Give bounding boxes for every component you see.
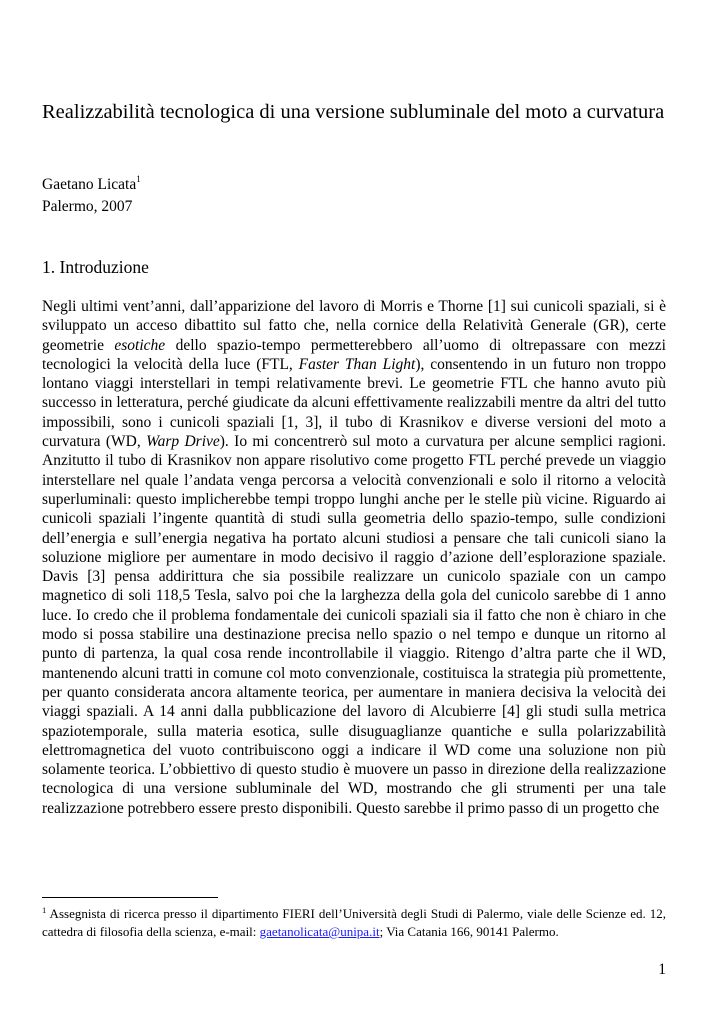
footnote-text: ; Via Catania 166, 90141 Palermo.	[379, 924, 559, 939]
paper-title: Realizzabilità tecnologica di una versione subluminale del moto a curvatura	[42, 101, 665, 123]
footnote-separator	[42, 897, 218, 898]
footnote-mark: 1	[42, 905, 47, 915]
body-paragraph	[42, 297, 666, 818]
body-italic-warp-drive: Warp Drive	[146, 433, 220, 451]
body-text: dello spazio-tempo permetterebbero all’uomo di oltrepassare con mezzi tecnologici la velocità della luce (FTL,	[42, 336, 666, 373]
body-italic-ftl: Faster Than Light	[298, 355, 416, 373]
place-date: Palermo, 2007	[42, 198, 133, 215]
body-text: ). Io mi concentrerò sul moto a curvatura per alcune semplici ragioni. Anzitutto il tubo di Krasnikov non appare risolutivo come progetto FTL perché prevede un viaggio interstellare nel quale l’andata venga percorsa a velocità convenzionali e solo il ritorno a velocità superluminali: questo implicherebbe tempi troppo lunghi anche per le stelle più vicine. Riguardo ai cunicoli spaziali l’ingente quantità di studi sulla geometria dello spazio-tempo, sulle condizioni dell’energia e sull’energia negativa ha portato alcuni studiosi a pensare che tali cunicoli siano la soluzione migliore per aumentare in modo decisivo il raggio d’azione dell’esplorazione spaziale. Davis [3] pensa addirittura che sia possibile realizzare un cunicolo spaziale con un campo magnetico di soli 118,5 Tesla, salvo poi che la larghezza della gola del cunicolo sarebbe di 1 anno luce. Io credo che il problema fondamentale dei cunicoli spaziali sia il fatto che non è chiaro in che modo si possa stabilire una destinazione precisa nello spazio o nel tempo e dunque un ritorno al punto di partenza, la qual cosa rende incontrollabile il viaggio. Ritengo d’altra parte che il WD, mantenendo alcuni tratti in comune col moto convenzionale, costituisca la strategia più promettente, per quanto considerata ancora altamente teorica, per aumentare in maniera decisiva la velocità dei viaggi spaziali. A 14 anni dalla pubblicazione del lavoro di Alcubierre [4] gli studi sulla metrica spaziotemporale, sulla materia esotica, sulle disuguaglianze quantiche e sulla polarizzabilità elettromagnetica del vuoto contribuiscono oggi a indicare il WD come una soluzione non più solamente teorica. L’obbiettivo di questo studio è muovere un passo in direzione della realizzazione tecnologica di una versione subluminale del WD, mostrando che gli strumenti per una tale realizzazione potrebbero essere presto disponibili. Questo sarebbe il primo passo di un progetto che	[42, 433, 666, 817]
footnote-text: Assegnista di ricerca presso il dipartimento FIERI dell’Università degli Studi di Palermo, viale delle Scienze ed. 12, cattedra di filosofia della scienza, e-mail:	[42, 906, 666, 939]
page-number: 1	[658, 961, 666, 978]
body-italic-esotiche: esotiche	[114, 336, 166, 354]
footnote	[42, 905, 666, 941]
author-name: Gaetano Licata	[42, 176, 137, 193]
body-text: Negli ultimi vent’anni, dall’apparizione del lavoro di Morris e Thorne [1] sui cunicoli spaziali, si è sviluppato un acceso dibattito sul fatto che, nella cornice della Relatività Generale (GR), certe geometrie	[42, 298, 666, 354]
section-heading: 1. Introduzione	[42, 257, 149, 277]
author-line	[42, 174, 141, 195]
author-footnote-mark[interactable]: 1	[136, 174, 141, 184]
email-link[interactable]: gaetanolicata@unipa.it	[259, 924, 380, 939]
body-text: ), consentendo in un futuro non troppo lontano viaggi interstellari in tempi relativamente brevi. Le geometrie FTL che hanno avuto più successo in letteratura, perché giudicate da alcuni effettivamente realizzabili mentre da altri del tutto impossibili, sono i cunicoli spaziali [1, 3], il tubo di Krasnikov e diverse versioni del moto a curvatura (WD,	[42, 355, 667, 451]
